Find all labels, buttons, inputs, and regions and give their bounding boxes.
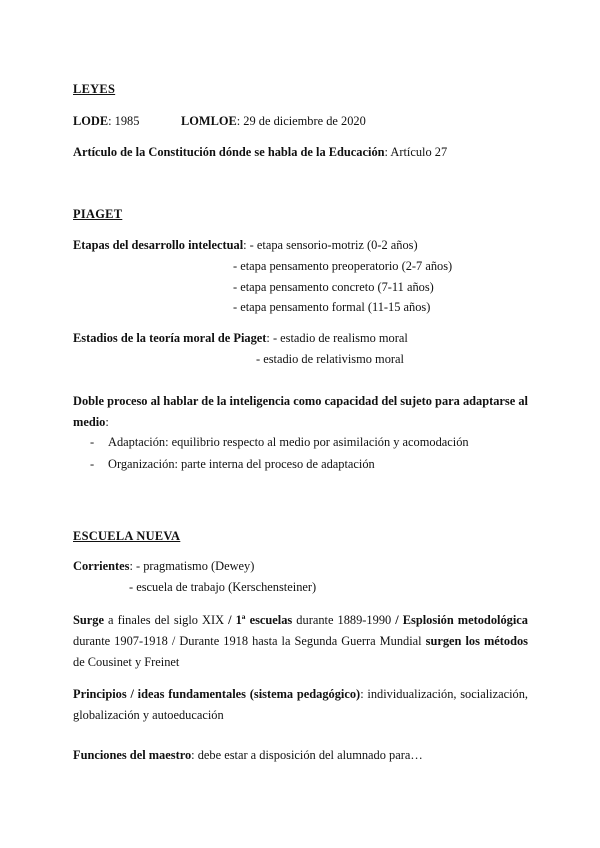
- bullet-marker: -: [90, 435, 95, 449]
- corrientes-label: Corrientes: [73, 559, 130, 573]
- bullet-adaptacion: Adaptación: equilibrio respecto al medio por asimilación y acomodación: [108, 435, 469, 449]
- funciones-value: : debe estar a disposición del alumnado para…: [191, 748, 423, 762]
- etapa-preoperatorio: - etapa pensamento preoperatorio (2-7 años): [233, 259, 453, 273]
- surge-text: durante 1889-1990: [292, 613, 396, 627]
- etapas-line: [73, 237, 418, 253]
- surgen-metodos-label: surgen los métodos: [425, 634, 528, 648]
- esplosion-label: / Esplosión metodológica: [395, 613, 528, 627]
- etapas-label: Etapas del desarrollo intelectual: [73, 238, 244, 252]
- lode-label: LODE: [73, 114, 109, 128]
- doble-proceso-colon: :: [105, 415, 109, 429]
- leyes-heading: LEYES: [73, 82, 116, 96]
- etapa-sensorio-motriz: : - etapa sensorio-motriz (0-2 años): [243, 238, 418, 252]
- surge-paragraph: [73, 610, 528, 673]
- piaget-heading: PIAGET: [73, 207, 123, 221]
- funciones-label: Funciones del maestro: [73, 748, 192, 762]
- articulo-label: Artículo de la Constitución dónde se habla de la Educación: [73, 145, 385, 159]
- principios-value: : individualización, socialización, globalización y autoeducación: [73, 687, 529, 722]
- estadios-line: [73, 330, 408, 346]
- articulo-value: : Artículo 27: [384, 145, 448, 159]
- principios-label: Principios / ideas fundamentales (sistema pedagógico): [73, 687, 361, 701]
- lomloe-label: LOMLOE: [181, 114, 237, 128]
- etapa-concreto: - etapa pensamento concreto (7-11 años): [233, 280, 434, 294]
- corriente-escuela-trabajo: - escuela de trabajo (Kerschensteiner): [129, 580, 317, 594]
- estadio-relativismo: - estadio de relativismo moral: [256, 352, 404, 366]
- estadio-realismo: : - estadio de realismo moral: [266, 331, 408, 345]
- lomloe-value: : 29 de diciembre de 2020: [236, 114, 366, 128]
- escuela-nueva-heading: ESCUELA NUEVA: [73, 529, 181, 543]
- articulo-line: [73, 144, 447, 160]
- surge-label: Surge: [73, 613, 104, 627]
- estadios-label: Estadios de la teoría moral de Piaget: [73, 331, 267, 345]
- bullet-marker: -: [90, 457, 95, 471]
- lode-line: [73, 113, 139, 129]
- etapa-formal: - etapa pensamento formal (11-15 años): [233, 300, 431, 314]
- surge-text: de Cousinet y Freinet: [73, 655, 180, 669]
- corriente-pragmatismo: : - pragmatismo (Dewey): [129, 559, 255, 573]
- surge-text: a finales del siglo XIX: [103, 613, 229, 627]
- bullet-organizacion: Organización: parte interna del proceso de adaptación: [108, 457, 375, 471]
- funciones-line: [73, 747, 423, 763]
- principios-paragraph: [73, 684, 528, 726]
- lode-value: : 1985: [108, 114, 140, 128]
- corrientes-line: [73, 558, 254, 574]
- doble-proceso-label: Doble proceso al hablar de la inteligencia como capacidad del sujeto para adaptarse al medio: [73, 394, 528, 429]
- doble-proceso-paragraph: [73, 391, 528, 433]
- lomloe-line: [181, 113, 366, 129]
- primeras-escuelas-label: / 1ª escuelas: [228, 613, 293, 627]
- surge-text: durante 1907-1918 / Durante 1918 hasta la Segunda Guerra Mundial: [73, 634, 426, 648]
